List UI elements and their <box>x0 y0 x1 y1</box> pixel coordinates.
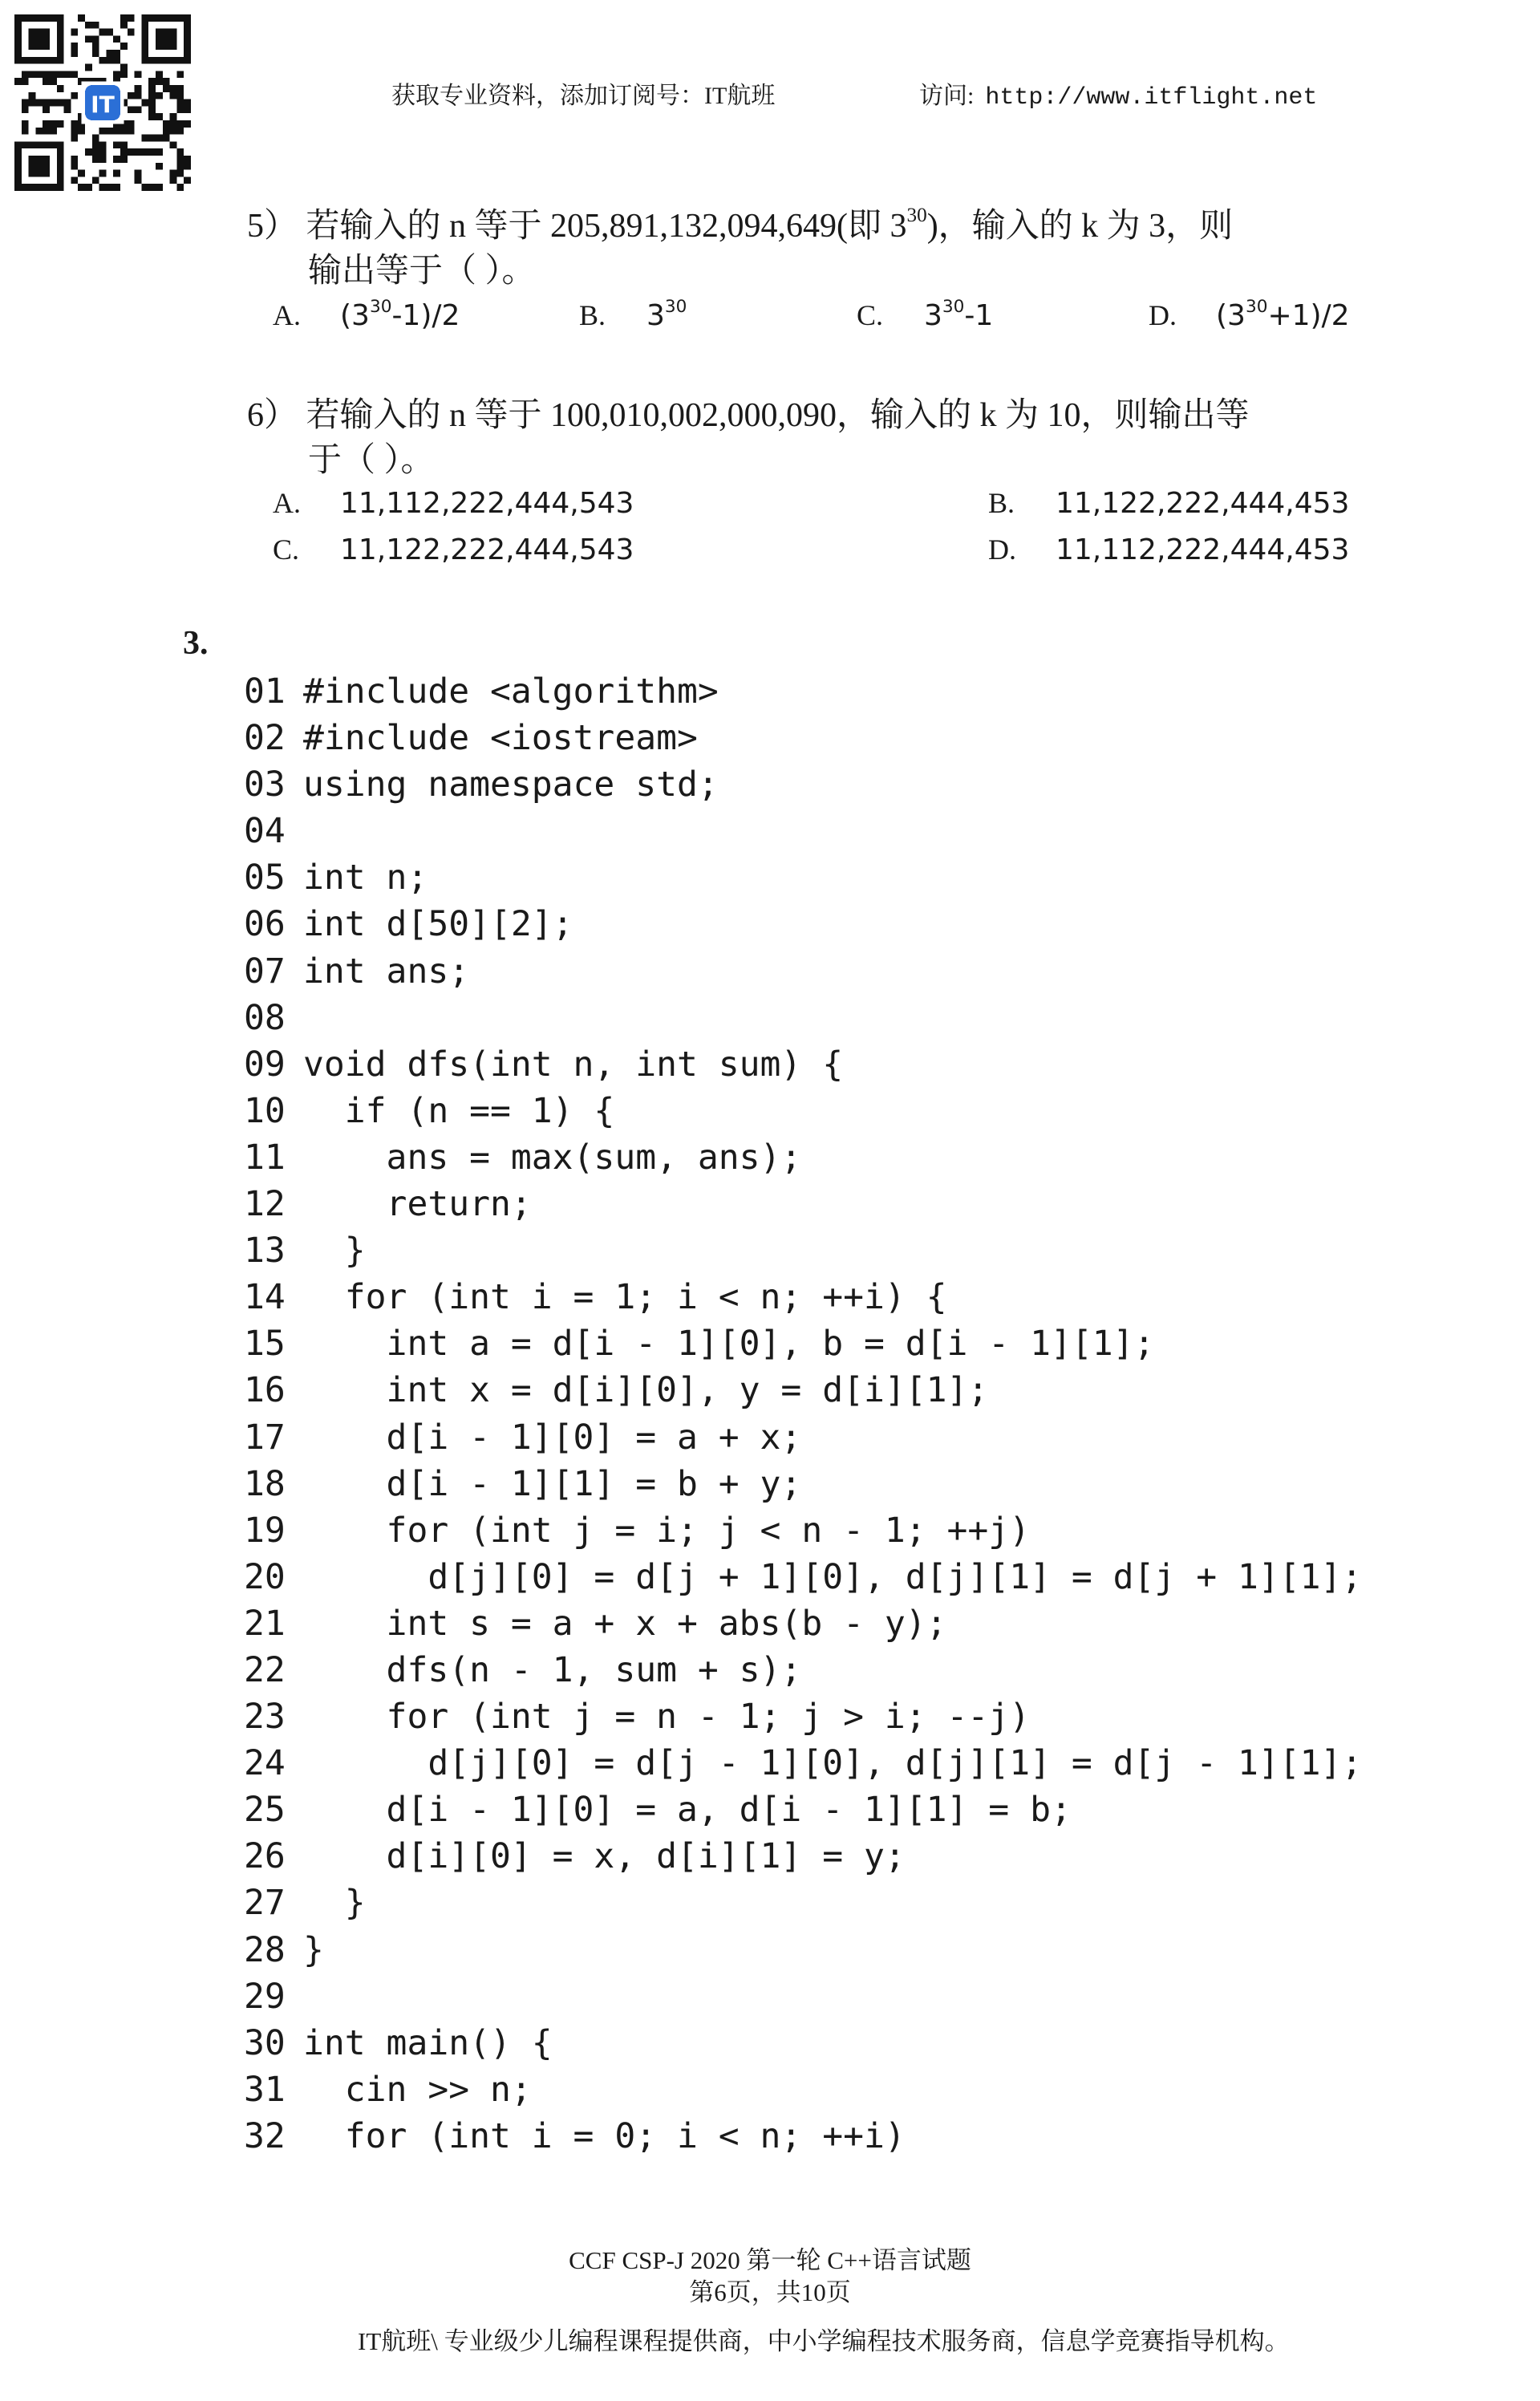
code-line <box>244 761 1362 808</box>
q5-option-b: B. $3^{30}$ <box>579 296 687 332</box>
line-number: 21 <box>244 1603 286 1644</box>
code-line <box>244 1787 1362 1833</box>
logo-text: IT <box>91 91 115 119</box>
line-number: 16 <box>244 1370 286 1411</box>
line-number: 04 <box>244 811 286 852</box>
line-number: 32 <box>244 2115 286 2156</box>
line-number: 11 <box>244 1137 286 1178</box>
qr-code <box>14 14 191 191</box>
q6-line1: 6） 若输入的 n 等于 100,010,002,000,090，输入的 k 为 10，则输出等 <box>247 397 1250 434</box>
code-line <box>244 1227 1362 1274</box>
code-line <box>244 1367 1362 1413</box>
code-text: int n; <box>303 858 428 898</box>
line-number: 17 <box>244 1417 286 1458</box>
line-number: 12 <box>244 1184 286 1225</box>
line-number: 29 <box>244 1976 286 2017</box>
code-line <box>244 2113 1362 2160</box>
code-line <box>244 808 1362 854</box>
line-number: 28 <box>244 1929 286 1970</box>
code-text: } <box>303 1883 366 1924</box>
code-line <box>244 1973 1362 2020</box>
code-line <box>244 1927 1362 1973</box>
code-text: int x = d[i][0], y = d[i][1]; <box>303 1370 989 1411</box>
line-number: 31 <box>244 2069 286 2110</box>
line-number: 02 <box>244 718 286 759</box>
footer-page: 第6页，共10页 <box>689 2278 851 2306</box>
code-text: void dfs(int n, int sum) { <box>303 1044 844 1085</box>
code-text: } <box>303 1929 324 1970</box>
line-number: 24 <box>244 1743 286 1784</box>
code-line <box>244 995 1362 1041</box>
q6-line2: 于（ ）。 <box>308 442 435 479</box>
code-text: d[i][0] = x, d[i][1] = y; <box>303 1836 906 1877</box>
line-number: 22 <box>244 1649 286 1690</box>
line-number: 14 <box>244 1277 286 1318</box>
code-line <box>244 1833 1362 1880</box>
code-text: for (int j = n - 1; j > i; --j) <box>303 1697 1031 1738</box>
q6-option-c: C. 11,122,222,444,543 <box>273 533 634 566</box>
line-number: 30 <box>244 2022 286 2063</box>
code-line <box>244 1554 1362 1600</box>
code-line <box>244 1740 1362 1787</box>
q5-option-a: A. $(3^{30}-1)/2$ <box>273 296 460 332</box>
code-text: cin >> n; <box>303 2069 532 2110</box>
line-number: 15 <box>244 1324 286 1365</box>
code-line <box>244 1041 1362 1088</box>
header-promo: 获取专业资料，添加订阅号：IT航班 <box>391 83 776 109</box>
q6-option-b: B. 11,122,222,444,453 <box>988 487 1350 520</box>
code-text: for (int j = i; j < n - 1; ++j) <box>303 1510 1031 1551</box>
code-text: #include <algorithm> <box>303 671 719 712</box>
code-text: return; <box>303 1184 532 1225</box>
code-line <box>244 715 1362 761</box>
code-line <box>244 1181 1362 1227</box>
code-listing <box>244 668 1362 2160</box>
line-number: 19 <box>244 1510 286 1551</box>
visit-url[interactable]: http://www.itflight.net <box>985 84 1318 112</box>
line-number: 10 <box>244 1090 286 1131</box>
section-number: 3. <box>183 625 209 662</box>
code-line <box>244 1274 1362 1320</box>
code-text: int s = a + x + abs(b - y); <box>303 1603 947 1644</box>
code-text: using namespace std; <box>303 765 719 805</box>
code-text: dfs(n - 1, sum + s); <box>303 1649 802 1690</box>
code-line <box>244 2020 1362 2066</box>
line-number: 27 <box>244 1883 286 1924</box>
line-number: 20 <box>244 1556 286 1597</box>
code-text: d[i - 1][0] = a + x; <box>303 1417 802 1458</box>
line-number: 25 <box>244 1790 286 1831</box>
code-line <box>244 1880 1362 1926</box>
line-number: 07 <box>244 951 286 992</box>
code-line <box>244 1414 1362 1461</box>
q5-option-d: D. $(3^{30}+1)/2$ <box>1149 296 1350 332</box>
q6-option-a: A. 11,112,222,444,543 <box>273 487 634 520</box>
line-number: 18 <box>244 1463 286 1504</box>
code-line <box>244 1600 1362 1647</box>
line-number: 23 <box>244 1697 286 1738</box>
line-number: 05 <box>244 858 286 898</box>
code-text: int a = d[i - 1][0], b = d[i - 1][1]; <box>303 1324 1155 1365</box>
code-text: for (int i = 0; i < n; ++i) <box>303 2115 906 2156</box>
header-visit <box>919 75 1317 112</box>
code-text: int ans; <box>303 951 470 992</box>
visit-label: 访问: <box>919 83 975 109</box>
code-line <box>244 1693 1362 1740</box>
line-number: 06 <box>244 904 286 945</box>
code-text: for (int i = 1; i < n; ++i) { <box>303 1277 947 1318</box>
code-line <box>244 1088 1362 1134</box>
code-text: d[i - 1][1] = b + y; <box>303 1463 802 1504</box>
code-text: } <box>303 1231 366 1271</box>
code-text: if (n == 1) { <box>303 1090 615 1131</box>
code-text: #include <iostream> <box>303 718 698 759</box>
line-number: 08 <box>244 997 286 1038</box>
footer-tagline: IT航班\ 专业级少儿编程课程提供商，中小学编程技术服务商，信息学竞赛指导机构。 <box>358 2327 1290 2355</box>
code-text: d[j][0] = d[j - 1][0], d[j][1] = d[j - 1][1]; <box>303 1743 1363 1784</box>
line-number: 26 <box>244 1836 286 1877</box>
code-text: int d[50][2]; <box>303 904 573 945</box>
line-number: 09 <box>244 1044 286 1085</box>
line-number: 03 <box>244 765 286 805</box>
q5-option-c: C. $3^{30}-1$ <box>857 296 994 332</box>
code-line <box>244 1507 1362 1554</box>
code-line <box>244 1320 1362 1367</box>
line-number: 01 <box>244 671 286 712</box>
q5-line2: 输出等于（ ）。 <box>308 253 536 290</box>
footer-title: CCF CSP-J 2020 第一轮 C++语言试题 <box>569 2246 971 2274</box>
line-number: 13 <box>244 1231 286 1271</box>
code-text: int main() { <box>303 2022 553 2063</box>
code-line <box>244 1461 1362 1507</box>
code-line <box>244 2066 1362 2113</box>
code-text: d[j][0] = d[j + 1][0], d[j][1] = d[j + 1][1]; <box>303 1556 1363 1597</box>
code-text: ans = max(sum, ans); <box>303 1137 802 1178</box>
code-line <box>244 948 1362 995</box>
code-line <box>244 854 1362 901</box>
q6-option-d: D. 11,112,222,444,453 <box>988 533 1350 566</box>
code-text: d[i - 1][0] = a, d[i - 1][1] = b; <box>303 1790 1072 1831</box>
q5-line1: 5） 若输入的 n 等于 205,891,132,094,649(即 $3^{30}$)，输入的 k 为 3，则 <box>247 205 1234 245</box>
code-line <box>244 901 1362 947</box>
code-line <box>244 1647 1362 1693</box>
code-line <box>244 1134 1362 1181</box>
code-line <box>244 668 1362 715</box>
